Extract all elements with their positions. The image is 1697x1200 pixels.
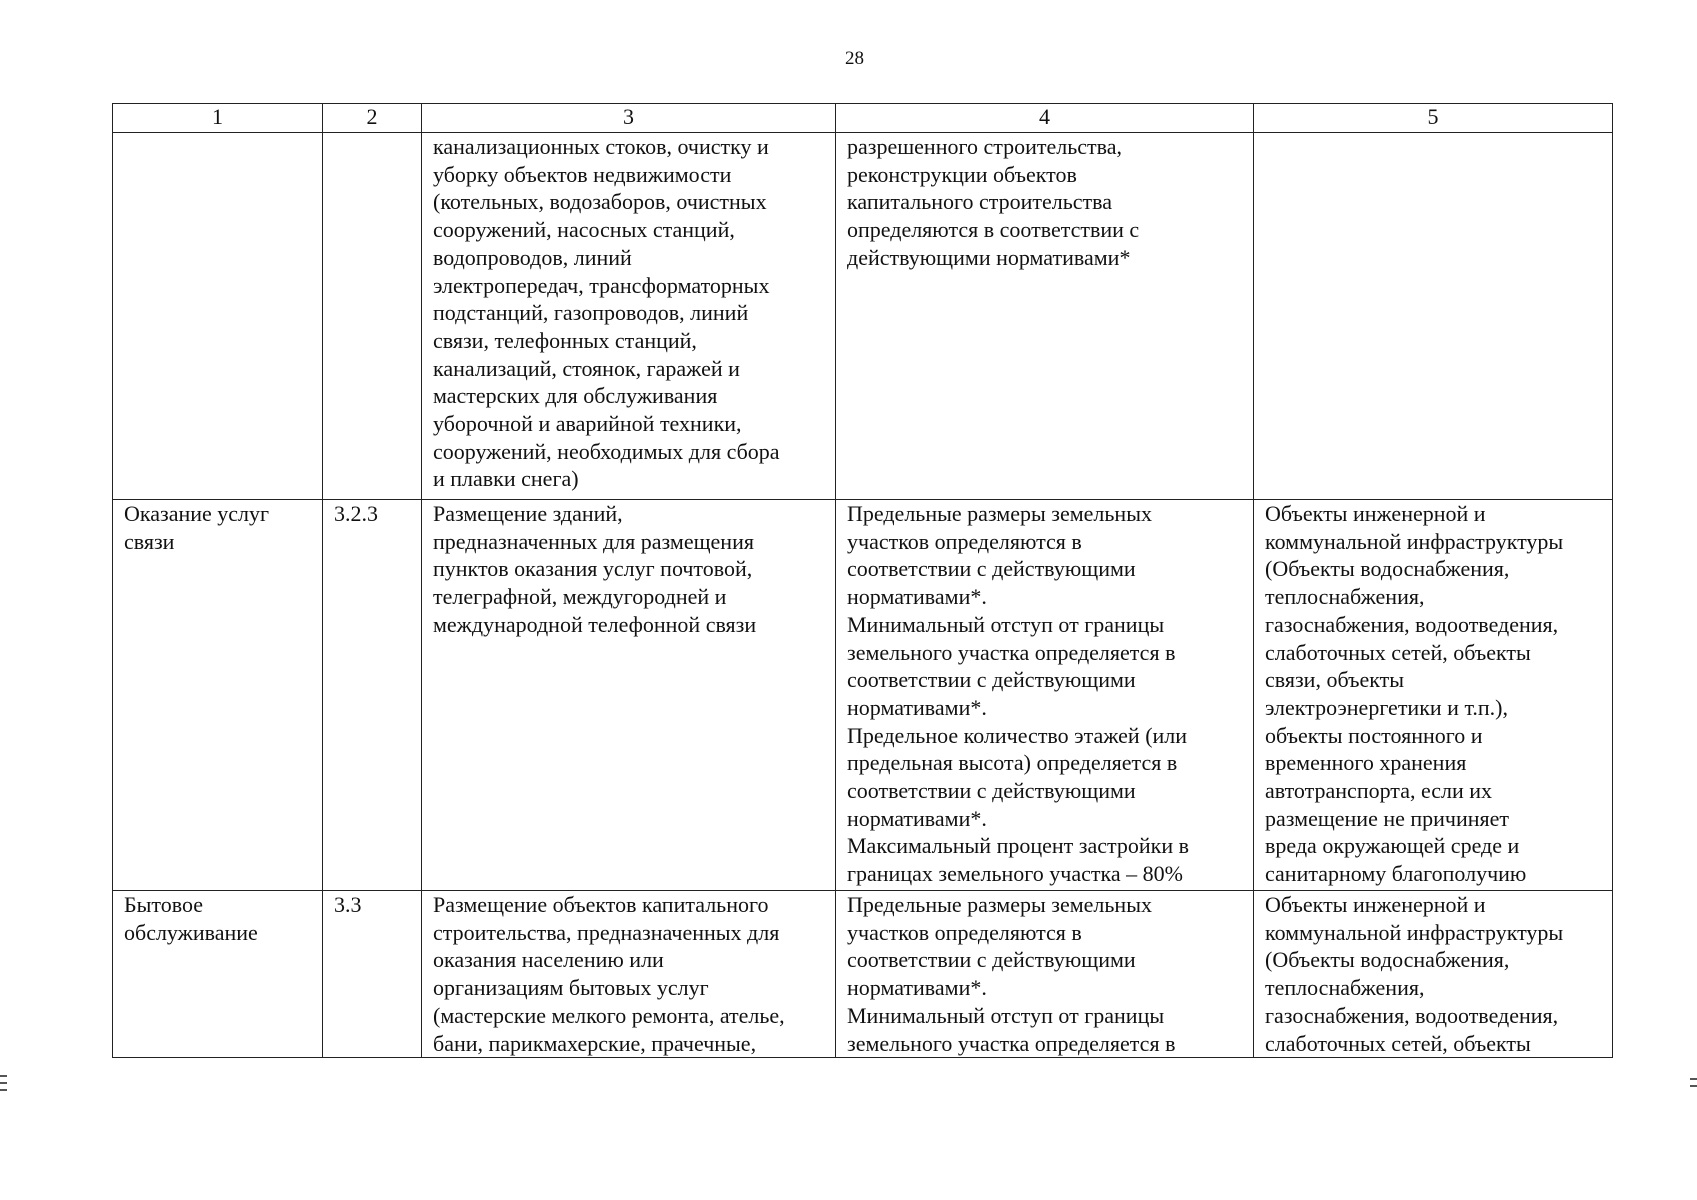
use-parameters-cell: Предельные размеры земельных участков определяются в соответствии с действующими нормативами*. Минимальный отступ от границы земельного участка определяется в соответствии с действующими нормативами*. Предельное количество этажей (или предельная высота) определяется в соответствии с действующими нормативами*. Максимальный процент застройки в границах земельного участка – 80%	[836, 500, 1254, 891]
use-description-cell: Размещение зданий, предназначенных для размещения пунктов оказания услуг почтовой, телеграфной, междугородней и международной телефонной связи	[422, 500, 836, 891]
scan-edge-mark	[0, 1075, 7, 1077]
use-description-cell: канализационных стоков, очистку и уборку объектов недвижимости (котельных, водозаборов, очистных сооружений, насосных станций, водопроводов, линий электропередач, трансформаторных подстанций, газопроводов, линий связи, телефонных станций, канализаций, стоянок, гаражей и мастерских для обслуживания уборочной и аварийной техники, сооружений, необходимых для сбора и плавки снега)	[422, 133, 836, 500]
use-name-cell	[113, 133, 323, 500]
table-row	[113, 500, 1613, 891]
use-code-cell: 3.3	[323, 891, 422, 1058]
auxiliary-uses-cell: Объекты инженерной и коммунальной инфраструктуры (Объекты водоснабжения, теплоснабжения, газоснабжения, водоотведения, слаботочных сетей, объекты связи, объекты электроэнергетики и т.п.), объекты постоянного и временного хранения автотранспорта, если их размещение не причиняет вреда окружающей среде и санитарному благополучию	[1254, 500, 1613, 891]
table-row	[113, 891, 1613, 1058]
scan-edge-mark	[1690, 1078, 1697, 1080]
page-number: 28	[845, 48, 864, 69]
land-use-table	[112, 103, 1613, 1058]
use-code-cell	[323, 133, 422, 500]
auxiliary-uses-cell	[1254, 133, 1613, 500]
column-header-3: 3	[422, 104, 836, 133]
column-header-2: 2	[323, 104, 422, 133]
auxiliary-uses-cell: Объекты инженерной и коммунальной инфраструктуры (Объекты водоснабжения, теплоснабжения, газоснабжения, водоотведения, слаботочных сетей, объекты	[1254, 891, 1613, 1058]
column-header-1: 1	[113, 104, 323, 133]
use-name-cell: Оказание услуг связи	[113, 500, 323, 891]
use-parameters-cell: Предельные размеры земельных участков определяются в соответствии с действующими нормативами*. Минимальный отступ от границы земельного участка определяется в	[836, 891, 1254, 1058]
column-header-5: 5	[1254, 104, 1613, 133]
scan-edge-mark	[0, 1082, 7, 1084]
scan-edge-mark	[0, 1089, 7, 1091]
use-parameters-cell: разрешенного строительства, реконструкции объектов капитального строительства определяются в соответствии с действующими нормативами*	[836, 133, 1254, 500]
column-header-4: 4	[836, 104, 1254, 133]
table-header-row	[113, 104, 1613, 133]
use-name-cell: Бытовое обслуживание	[113, 891, 323, 1058]
use-description-cell: Размещение объектов капитального строительства, предназначенных для оказания населению или организациям бытовых услуг (мастерские мелкого ремонта, ателье, бани, парикмахерские, прачечные,	[422, 891, 836, 1058]
use-code-cell: 3.2.3	[323, 500, 422, 891]
table-row	[113, 133, 1613, 500]
scan-edge-mark	[1690, 1085, 1697, 1087]
